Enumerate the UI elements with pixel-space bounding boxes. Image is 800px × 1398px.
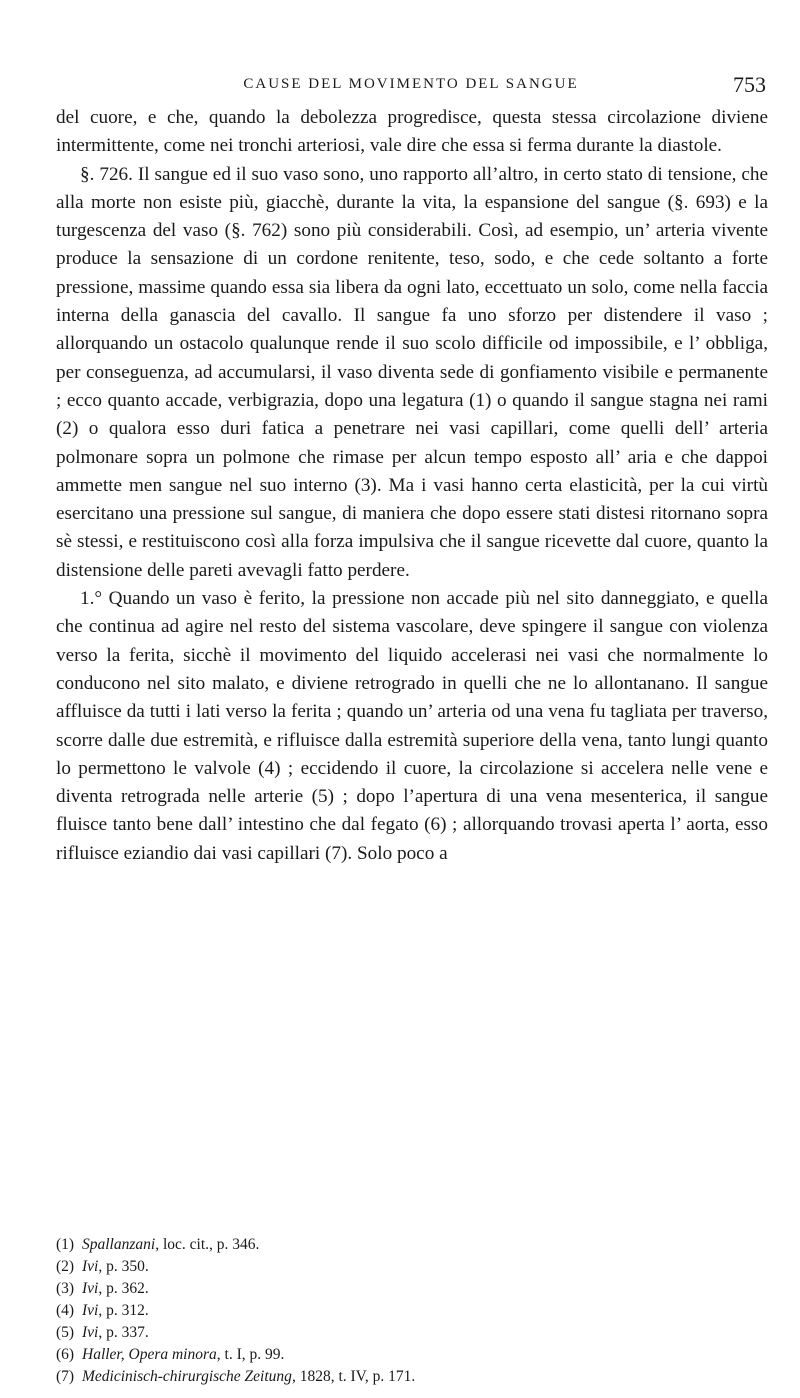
footnote [56,1234,768,1256]
footnote-reference: , loc. cit., p. 346. [155,1236,260,1253]
footnote-author: Medicinisch-chirurgische Zeitung [82,1368,292,1385]
paragraph-continuation: del cuore, e che, quando la debolezza progredisce, questa stessa circolazione diviene intermittente, come nei tronchi arteriosi, vale dire che essa si ferma durante la diastole. [56,107,768,157]
footnote-number: (4) [56,1302,75,1319]
running-title: CAUSE DEL MOVIMENTO DEL SANGUE [243,76,579,92]
footnote-number: (2) [56,1258,75,1275]
page-number: 753 [733,72,766,97]
footnote-author: Ivi [82,1324,99,1341]
footnote-number: (3) [56,1280,75,1297]
footnote-number: (6) [56,1346,75,1363]
footnote-author: Ivi [82,1258,99,1275]
footnote-reference: , t. I, p. 99. [216,1346,285,1363]
footnote-author: Spallanzani [82,1236,156,1253]
footnotes [56,1234,768,1388]
footnote [56,1256,768,1278]
footnote-reference: , p. 350. [98,1258,149,1275]
footnote-author: Ivi [82,1302,99,1319]
footnote-number: (5) [56,1324,75,1341]
running-head [56,72,766,102]
footnote-reference: , 1828, t. IV, p. 171. [291,1368,416,1385]
paragraph-section-726: §. 726. Il sangue ed il suo vaso sono, uno rapporto all’altro, in certo stato di tensione, che alla morte non esiste più, giacchè, durante la vita, la espansione del sangue (§. 693) e la turgescenza del vaso (§. 762) sono più considerabili. Così, ad esempio, un’ arteria vivente produce la sensazione di un cordone renitente, teso, sodo, e che cede soltanto a forte pressione, massime quando essa sia libera da ogni lato, eccettuato un solo, come nella faccia interna della ganascia del cavallo. Il sangue fa uno sforzo per distendere il vaso ; allorquando un ostacolo qualunque rende il suo scolo difficile od impossibile, e l’ obbliga, per conseguenza, ad accumularsi, il vaso diventa sede di gonfiamento visibile e permanente ; ecco quanto accade, verbigrazia, dopo una legatura (1) o quando il sangue stagna nei rami (2) o qualora esso duri fatica a penetrare nei vasi capillari, come quelli dell’ arteria polmonare sopra un polmone che rimase per alcun tempo esposto all’ aria e che dappoi ammette men sangue nel suo interno (3). Ma i vasi hanno certa elasticità, per la cui virtù esercitano una pressione sul sangue, di maniera che dopo essere stati distesi ritornano sopra sè stessi, e restituiscono così alla forza impulsiva che il sangue ricevette dal cuore, quanto la distensione delle pareti avevagli fatto perdere. [56,163,768,581]
footnote [56,1322,768,1344]
footnote-reference: , p. 362. [98,1280,149,1297]
footnote-reference: , p. 337. [98,1324,149,1341]
paragraph-point-1: 1.° Quando un vaso è ferito, la pressione non accade più nel sito danneggiato, e quella che continua ad agire nel resto del sistema vascolare, deve spingere il sangue con violenza verso la ferita, sicchè il movimento del liquido accelerasi nei vasi che normalmente lo conducono nel sito malato, e diviene retrogrado in quelli che ne lo allontanano. Il sangue affluisce da tutti i lati verso la ferita ; quando un’ arteria od una vena fu tagliata per traverso, scorre dalle due estremità, e rifluisce dalla estremità superiore della vena, tanto lungi quanto lo permettono le valvole (4) ; eccidendo il cuore, la circolazione si accelera nelle vene e diventa retrograda nelle arterie (5) ; dopo l’apertura di una vena mesenterica, il sangue fluisce tanto bene dall’ intestino che dal fegato (6) ; allorquando trovasi aperta l’ aorta, esso rifluisce eziandio dai vasi capillari (7). Solo poco a [56,588,768,864]
footnote [56,1278,768,1300]
footnote-reference: , p. 312. [98,1302,149,1319]
footnote [56,1366,768,1388]
footnote-author: Haller, Opera minora [82,1346,217,1363]
footnote [56,1344,768,1366]
body-text [56,104,768,868]
footnote-author: Ivi [82,1280,99,1297]
footnote-number: (1) [56,1236,75,1253]
footnote-number: (7) [56,1368,75,1385]
footnote [56,1300,768,1322]
